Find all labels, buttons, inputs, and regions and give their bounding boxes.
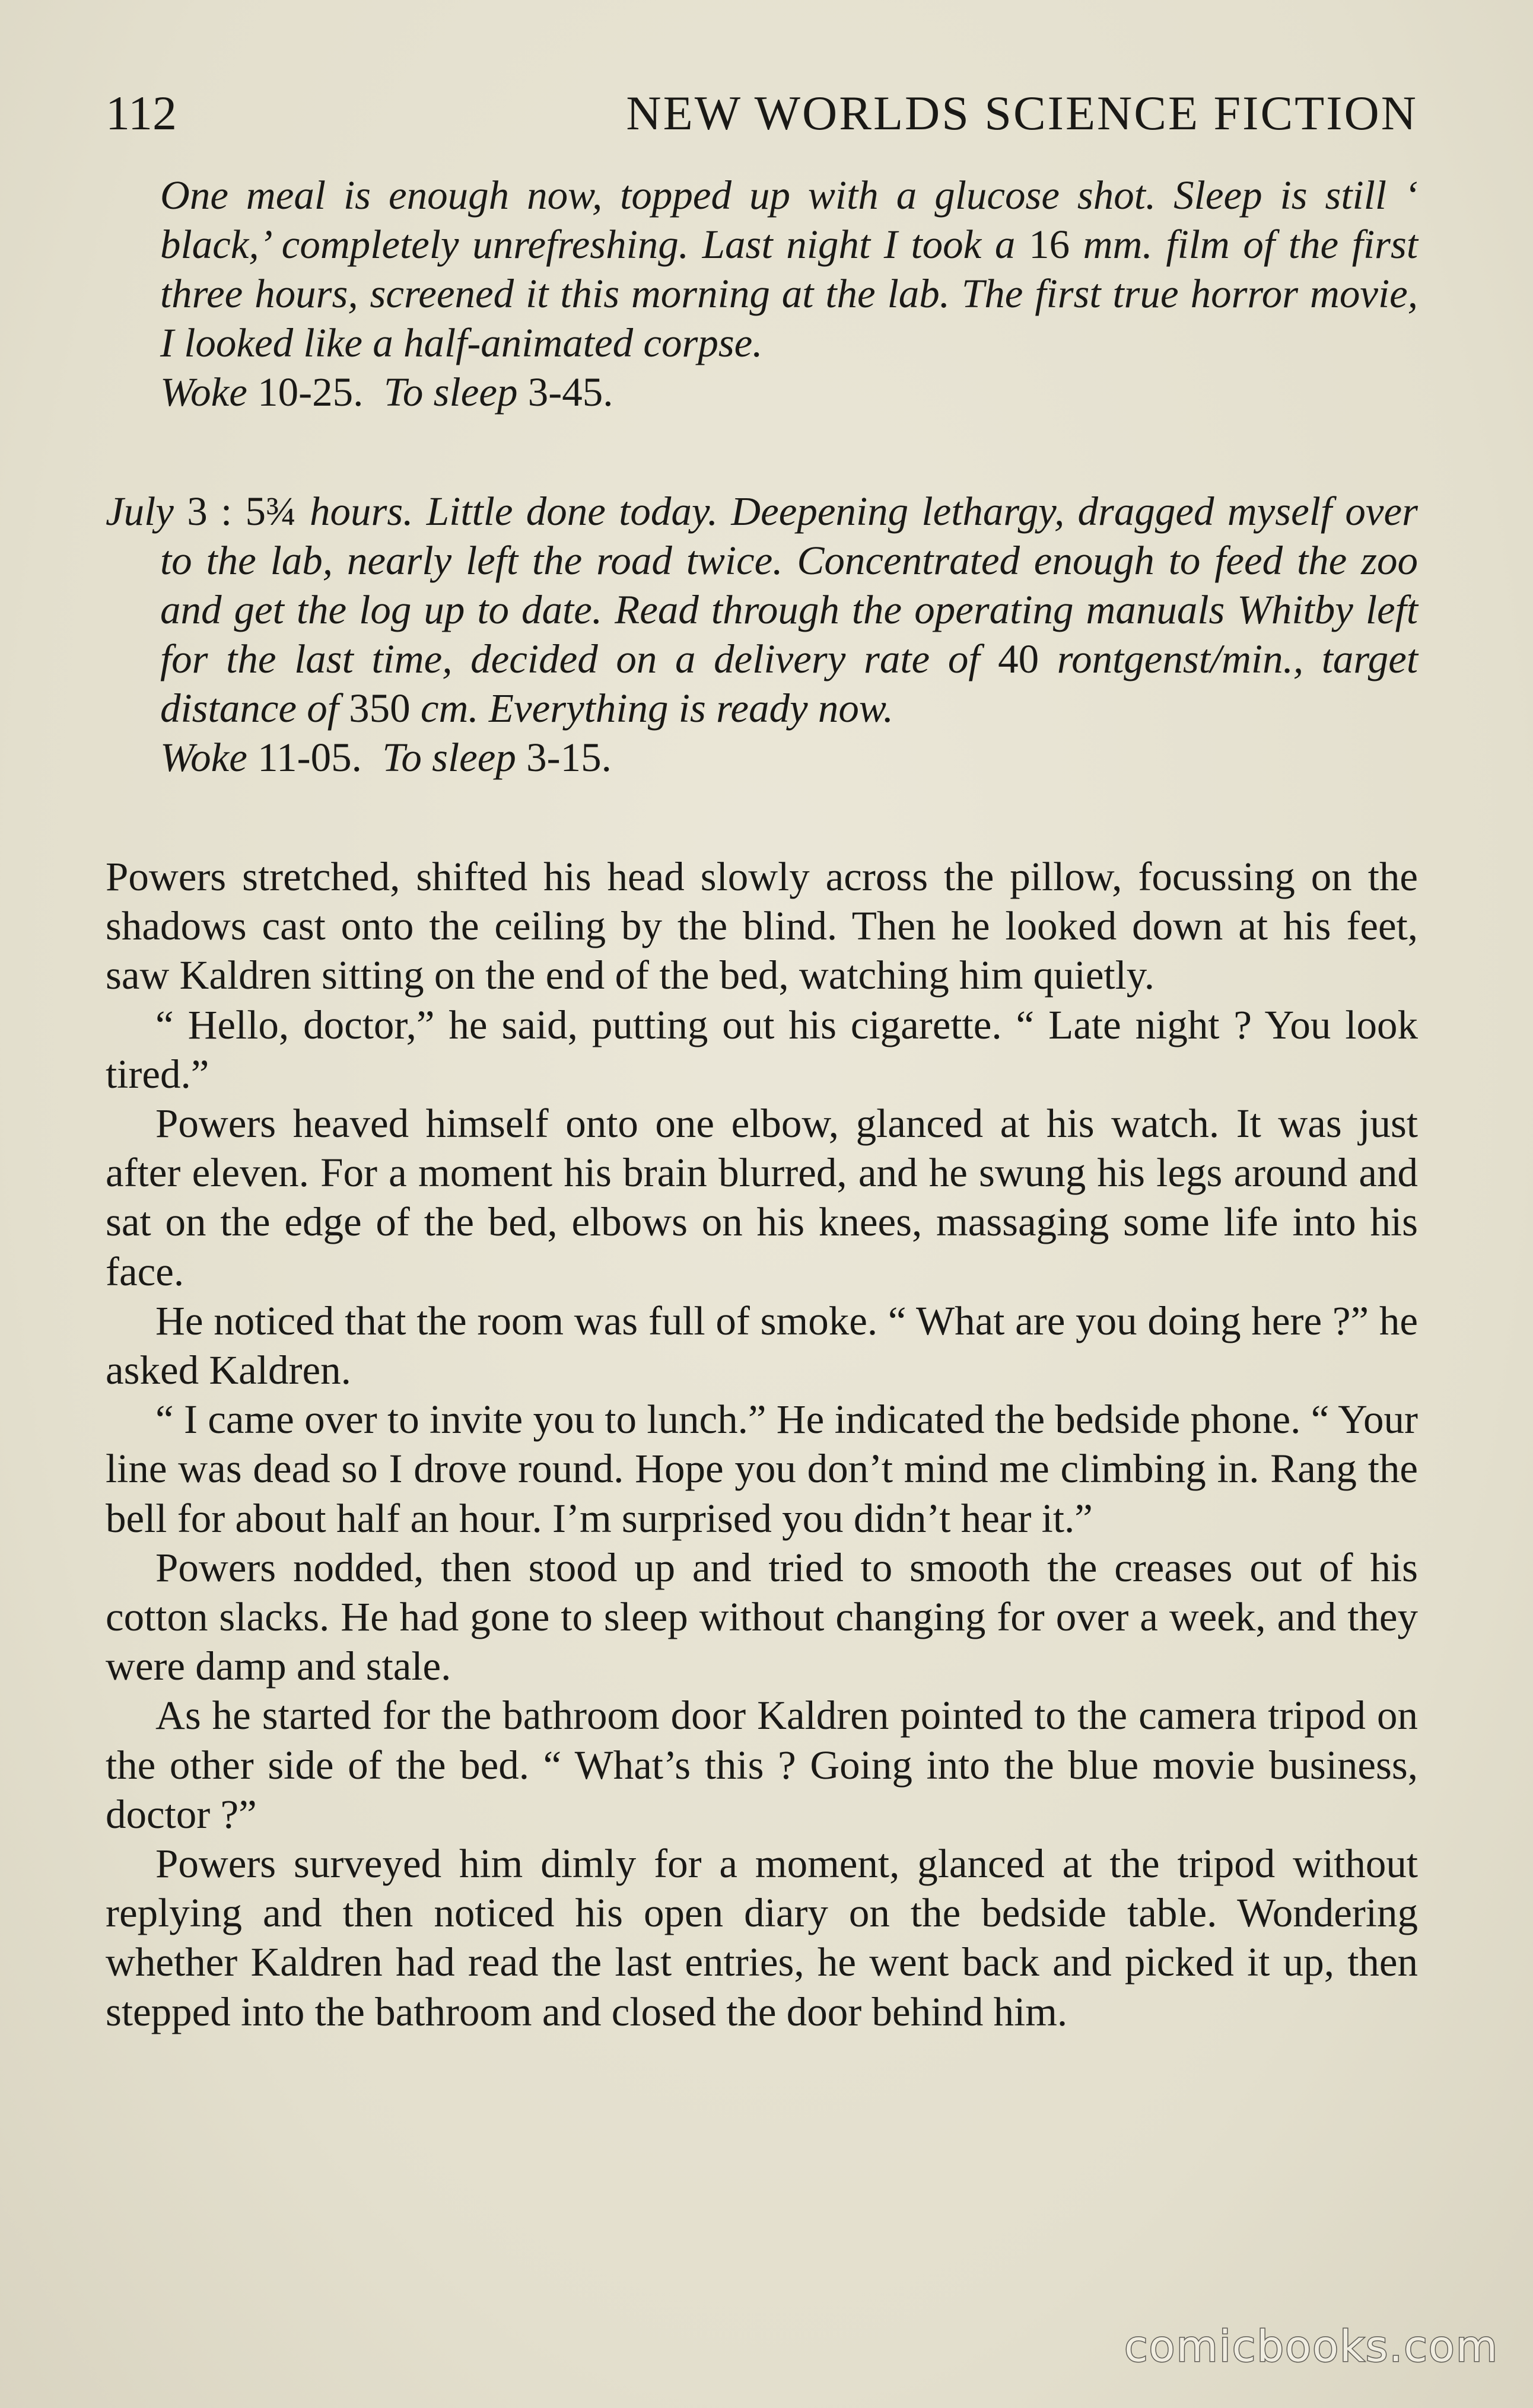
diary-entry-2: [106, 487, 1418, 782]
paragraph: Powers stretched, shifted his head slowly across the pillow, focussing on the shadows cast onto the ceiling by the blind. Then he looked down at his feet, saw Kaldren sitting on the end of the bed, watching him quietly.: [106, 854, 1418, 998]
watermark: comicbooks.com: [1124, 2321, 1499, 2371]
paragraph: Powers heaved himself onto one elbow, glanced at his watch. It was just after eleven. For a moment his brain blurred, and he swung his legs around and sat on the edge of the bed, elbows on his knees, massaging some life into his face.: [106, 1101, 1418, 1294]
paragraph: He noticed that the room was full of smoke. “ What are you doing here ?” he asked Kaldren.: [106, 1298, 1418, 1393]
book-page: [106, 86, 1418, 2037]
paragraph: “ I came over to invite you to lunch.” He indicated the bedside phone. “ Your line was dead so I drove round. Hope you don’t mind me climbing in. Rang the bell for about half an hour. I’m surprised you didn’t hear it.”: [106, 1397, 1418, 1541]
diary-entry-2-times: Woke 11-05. To sleep 3-15.: [160, 735, 612, 780]
narrative-text: [106, 852, 1418, 2037]
page-number: 112: [106, 86, 177, 140]
publication-title: NEW WORLDS SCIENCE FICTION: [626, 86, 1418, 140]
paragraph: Powers surveyed him dimly for a moment, glanced at the tripod without replying and then noticed his open diary on the bedside table. Wondering whether Kaldren had read the last entries, he went back and picked it up, then stepped into the bathroom and closed the door behind him.: [106, 1841, 1418, 2034]
diary-entry-1-times: Woke 10-25. To sleep 3-45.: [160, 370, 613, 415]
paragraph: “ Hello, doctor,” he said, putting out his cigarette. “ Late night ? You look tired.”: [106, 1002, 1418, 1097]
diary-entry-2-date: July: [106, 489, 174, 534]
diary-entry-1: [106, 171, 1418, 417]
diary-entry-1-body: One meal is enough now, topped up with a glucose shot. Sleep is still ‘ black,’ completely unrefreshing. Last night I took a 16 mm. film of the first three hours, screened it this morning at the lab. The first true horror movie, I looked like a half-animated corpse.: [160, 173, 1418, 365]
running-header: [106, 86, 1418, 166]
paragraph: As he started for the bathroom door Kaldren pointed to the camera tripod on the other side of the bed. “ What’s this ? Going into the blue movie business, doctor ?”: [106, 1693, 1418, 1837]
paragraph: Powers nodded, then stood up and tried to smooth the creases out of his cotton slacks. He had gone to sleep without changing for over a week, and they were damp and stale.: [106, 1544, 1418, 1689]
diary-entry-2-body: July 3 : 5¾ hours. Little done today. Deepening lethargy, dragged myself over to the lab, nearly left the road twice. Concentrated enough to feed the zoo and get the log up to date. Read through the operating manuals Whitby left for the last time, decided on a delivery rate of 40 rontgenst/min., target distance of 350 cm. Everything is ready now.: [106, 489, 1418, 731]
